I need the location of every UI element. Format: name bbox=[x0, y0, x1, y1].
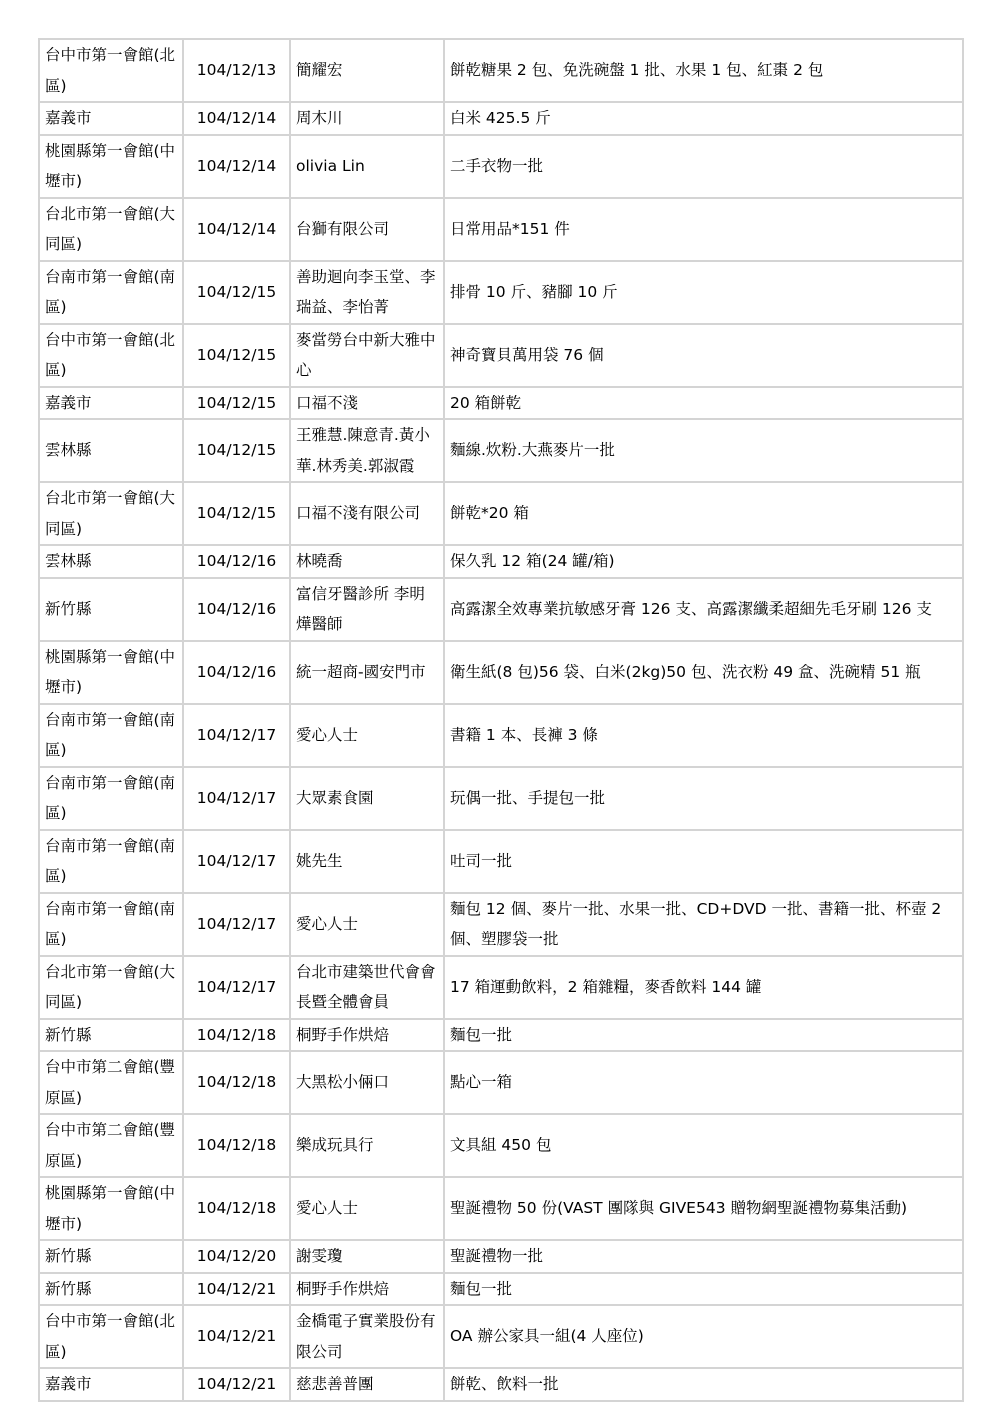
table-row bbox=[39, 641, 963, 704]
items-cell: 保久乳 12 箱(24 罐/箱) bbox=[444, 545, 963, 578]
items-cell: 麵線.炊粉.大燕麥片一批 bbox=[444, 419, 963, 482]
table-row bbox=[39, 893, 963, 956]
location-cell: 台南市第一會館(南區) bbox=[39, 767, 183, 830]
items-cell: 聖誕禮物 50 份(VAST 團隊與 GIVE543 贈物網聖誕禮物募集活動) bbox=[444, 1177, 963, 1240]
donor-cell: 統一超商-國安門市 bbox=[290, 641, 444, 704]
location-cell: 台中市第二會館(豐原區) bbox=[39, 1051, 183, 1114]
location-cell: 台中市第一會館(北區) bbox=[39, 39, 183, 102]
location-cell: 台中市第一會館(北區) bbox=[39, 1305, 183, 1368]
donor-cell: 金橋電子實業股份有限公司 bbox=[290, 1305, 444, 1368]
items-cell: 餅乾*20 箱 bbox=[444, 482, 963, 545]
items-cell: 神奇寶貝萬用袋 76 個 bbox=[444, 324, 963, 387]
date-cell: 104/12/14 bbox=[183, 135, 290, 198]
items-cell: 排骨 10 斤、豬腳 10 斤 bbox=[444, 261, 963, 324]
location-cell: 台南市第一會館(南區) bbox=[39, 893, 183, 956]
date-cell: 104/12/15 bbox=[183, 419, 290, 482]
items-cell: 書籍 1 本、長褲 3 條 bbox=[444, 704, 963, 767]
table-row bbox=[39, 419, 963, 482]
date-cell: 104/12/15 bbox=[183, 387, 290, 420]
table-row bbox=[39, 1305, 963, 1368]
location-cell: 台北市第一會館(大同區) bbox=[39, 956, 183, 1019]
date-cell: 104/12/16 bbox=[183, 641, 290, 704]
date-cell: 104/12/14 bbox=[183, 102, 290, 135]
date-cell: 104/12/18 bbox=[183, 1051, 290, 1114]
items-cell: 衛生紙(8 包)56 袋、白米(2kg)50 包、洗衣粉 49 盒、洗碗精 51 瓶 bbox=[444, 641, 963, 704]
items-cell: 高露潔全效專業抗敏感牙膏 126 支、高露潔纖柔超細先毛牙刷 126 支 bbox=[444, 578, 963, 641]
date-cell: 104/12/17 bbox=[183, 704, 290, 767]
table-row bbox=[39, 545, 963, 578]
location-cell: 嘉義市 bbox=[39, 1368, 183, 1401]
location-cell: 台北市第一會館(大同區) bbox=[39, 198, 183, 261]
location-cell: 桃園縣第一會館(中壢市) bbox=[39, 1177, 183, 1240]
items-cell: 二手衣物一批 bbox=[444, 135, 963, 198]
date-cell: 104/12/18 bbox=[183, 1019, 290, 1052]
date-cell: 104/12/18 bbox=[183, 1114, 290, 1177]
items-cell: 點心一箱 bbox=[444, 1051, 963, 1114]
table-row bbox=[39, 387, 963, 420]
donor-cell: 簡耀宏 bbox=[290, 39, 444, 102]
donor-cell: 善助迴向李玉堂、李瑞益、李怡菁 bbox=[290, 261, 444, 324]
table-row bbox=[39, 1114, 963, 1177]
date-cell: 104/12/16 bbox=[183, 545, 290, 578]
date-cell: 104/12/21 bbox=[183, 1305, 290, 1368]
donation-table-body bbox=[39, 39, 963, 1401]
table-row bbox=[39, 1273, 963, 1306]
items-cell: 餅乾糖果 2 包、免洗碗盤 1 批、水果 1 包、紅棗 2 包 bbox=[444, 39, 963, 102]
table-row bbox=[39, 1177, 963, 1240]
location-cell: 台南市第一會館(南區) bbox=[39, 704, 183, 767]
table-row bbox=[39, 324, 963, 387]
items-cell: 麵包一批 bbox=[444, 1273, 963, 1306]
date-cell: 104/12/16 bbox=[183, 578, 290, 641]
items-cell: 文具組 450 包 bbox=[444, 1114, 963, 1177]
donor-cell: 愛心人士 bbox=[290, 1177, 444, 1240]
date-cell: 104/12/14 bbox=[183, 198, 290, 261]
items-cell: 麵包 12 個、麥片一批、水果一批、CD+DVD 一批、書籍一批、杯壺 2 個、塑膠袋一批 bbox=[444, 893, 963, 956]
location-cell: 台北市第一會館(大同區) bbox=[39, 482, 183, 545]
donor-cell: 大黑松小倆口 bbox=[290, 1051, 444, 1114]
donor-cell: 王雅慧.陳意青.黃小華.林秀美.郭淑霞 bbox=[290, 419, 444, 482]
donor-cell: 大眾素食園 bbox=[290, 767, 444, 830]
table-row bbox=[39, 39, 963, 102]
items-cell: 玩偶一批、手提包一批 bbox=[444, 767, 963, 830]
date-cell: 104/12/17 bbox=[183, 767, 290, 830]
donor-cell: 富信牙醫診所 李明燁醫師 bbox=[290, 578, 444, 641]
location-cell: 台中市第一會館(北區) bbox=[39, 324, 183, 387]
donor-cell: olivia Lin bbox=[290, 135, 444, 198]
date-cell: 104/12/18 bbox=[183, 1177, 290, 1240]
date-cell: 104/12/15 bbox=[183, 482, 290, 545]
location-cell: 台南市第一會館(南區) bbox=[39, 830, 183, 893]
location-cell: 雲林縣 bbox=[39, 545, 183, 578]
date-cell: 104/12/13 bbox=[183, 39, 290, 102]
items-cell: 白米 425.5 斤 bbox=[444, 102, 963, 135]
location-cell: 台南市第一會館(南區) bbox=[39, 261, 183, 324]
table-row bbox=[39, 1019, 963, 1052]
table-row bbox=[39, 135, 963, 198]
location-cell: 雲林縣 bbox=[39, 419, 183, 482]
donor-cell: 謝雯瓊 bbox=[290, 1240, 444, 1273]
location-cell: 台中市第二會館(豐原區) bbox=[39, 1114, 183, 1177]
date-cell: 104/12/17 bbox=[183, 893, 290, 956]
donor-cell: 台獅有限公司 bbox=[290, 198, 444, 261]
donor-cell: 台北市建築世代會會長暨全體會員 bbox=[290, 956, 444, 1019]
location-cell: 新竹縣 bbox=[39, 1240, 183, 1273]
donor-cell: 口福不淺 bbox=[290, 387, 444, 420]
date-cell: 104/12/21 bbox=[183, 1273, 290, 1306]
table-row bbox=[39, 767, 963, 830]
donor-cell: 桐野手作烘焙 bbox=[290, 1273, 444, 1306]
donor-cell: 周木川 bbox=[290, 102, 444, 135]
table-row bbox=[39, 830, 963, 893]
donor-cell: 姚先生 bbox=[290, 830, 444, 893]
donor-cell: 慈悲善普團 bbox=[290, 1368, 444, 1401]
items-cell: 17 箱運動飲料，2 箱雜糧，麥香飲料 144 罐 bbox=[444, 956, 963, 1019]
date-cell: 104/12/17 bbox=[183, 956, 290, 1019]
donor-cell: 愛心人士 bbox=[290, 893, 444, 956]
donor-cell: 樂成玩具行 bbox=[290, 1114, 444, 1177]
location-cell: 新竹縣 bbox=[39, 578, 183, 641]
items-cell: OA 辦公家具一組(4 人座位) bbox=[444, 1305, 963, 1368]
donation-table bbox=[38, 38, 964, 1402]
table-row bbox=[39, 198, 963, 261]
table-row bbox=[39, 1368, 963, 1401]
location-cell: 新竹縣 bbox=[39, 1019, 183, 1052]
date-cell: 104/12/20 bbox=[183, 1240, 290, 1273]
table-row bbox=[39, 956, 963, 1019]
location-cell: 桃園縣第一會館(中壢市) bbox=[39, 135, 183, 198]
date-cell: 104/12/15 bbox=[183, 261, 290, 324]
table-row bbox=[39, 1240, 963, 1273]
table-row bbox=[39, 102, 963, 135]
donor-cell: 林曉喬 bbox=[290, 545, 444, 578]
items-cell: 聖誕禮物一批 bbox=[444, 1240, 963, 1273]
date-cell: 104/12/17 bbox=[183, 830, 290, 893]
location-cell: 新竹縣 bbox=[39, 1273, 183, 1306]
items-cell: 20 箱餅乾 bbox=[444, 387, 963, 420]
table-row bbox=[39, 482, 963, 545]
location-cell: 嘉義市 bbox=[39, 102, 183, 135]
donor-cell: 口福不淺有限公司 bbox=[290, 482, 444, 545]
location-cell: 嘉義市 bbox=[39, 387, 183, 420]
table-row bbox=[39, 1051, 963, 1114]
table-row bbox=[39, 261, 963, 324]
table-row bbox=[39, 704, 963, 767]
date-cell: 104/12/15 bbox=[183, 324, 290, 387]
location-cell: 桃園縣第一會館(中壢市) bbox=[39, 641, 183, 704]
donor-cell: 桐野手作烘焙 bbox=[290, 1019, 444, 1052]
items-cell: 麵包一批 bbox=[444, 1019, 963, 1052]
items-cell: 餅乾、飲料一批 bbox=[444, 1368, 963, 1401]
date-cell: 104/12/21 bbox=[183, 1368, 290, 1401]
donor-cell: 愛心人士 bbox=[290, 704, 444, 767]
table-row bbox=[39, 578, 963, 641]
items-cell: 日常用品*151 件 bbox=[444, 198, 963, 261]
donor-cell: 麥當勞台中新大雅中心 bbox=[290, 324, 444, 387]
items-cell: 吐司一批 bbox=[444, 830, 963, 893]
